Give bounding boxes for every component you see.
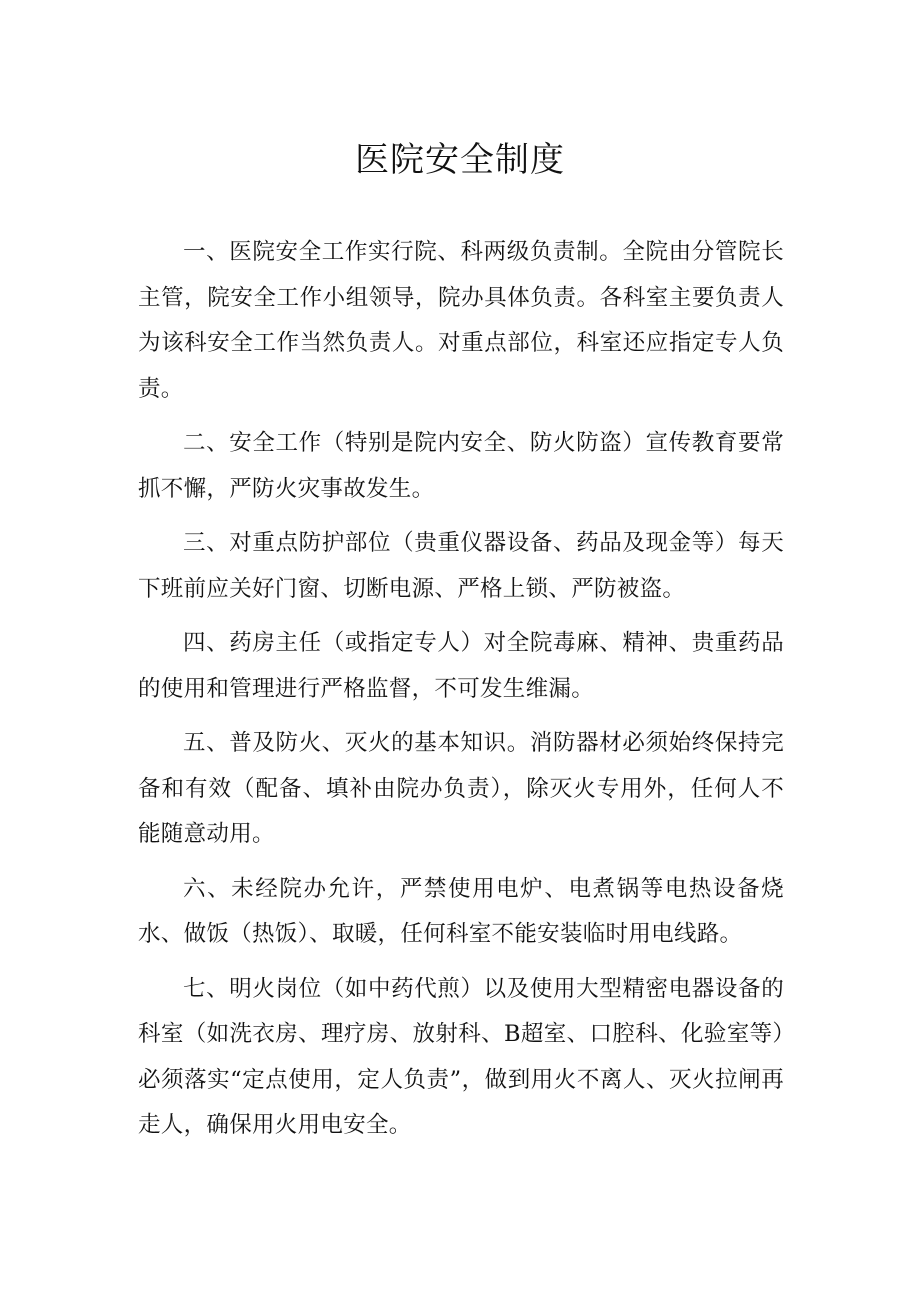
document-title: 医院安全制度 [355, 140, 565, 180]
paragraph-6: 六、未经院办允许，严禁使用电炉、电煮锅等电热设备烧水、做饭（热饭）、取暖，任何科室不能安装临时用电线路。 [138, 875, 784, 947]
paragraph-2: 二、安全工作（特别是院内安全、防火防盗）宣传教育要常抓不懈，严防火灾事故发生。 [138, 430, 784, 502]
paragraph-1: 一、医院安全工作实行院、科两级负责制。全院由分管院长主管，院安全工作小组领导，院办具体负责。各科室主要负责人为该科安全工作当然负责人。对重点部位，科室还应指定专人负责。 [138, 239, 784, 402]
document-body [138, 230, 784, 1158]
paragraph-4: 四、药房主任（或指定专人）对全院毒麻、精神、贵重药品的使用和管理进行严格监督，不可发生维漏。 [138, 630, 784, 702]
paragraph-7: 七、明火岗位（如中药代煎）以及使用大型精密电器设备的科室（如洗衣房、理疗房、放射科、B超室、口腔科、化验室等）必须落实“定点使用，定人负责”，做到用火不离人、灭火拉闸再走人，确保用火用电安全。 [138, 975, 784, 1138]
paragraph-3: 三、对重点防护部位（贵重仪器设备、药品及现金等）每天下班前应关好门窗、切断电源、严格上锁、严防被盗。 [138, 530, 784, 602]
paragraph-5: 五、普及防火、灭火的基本知识。消防器材必须始终保持完备和有效（配备、填补由院办负责），除灭火专用外，任何人不能随意动用。 [138, 730, 784, 847]
